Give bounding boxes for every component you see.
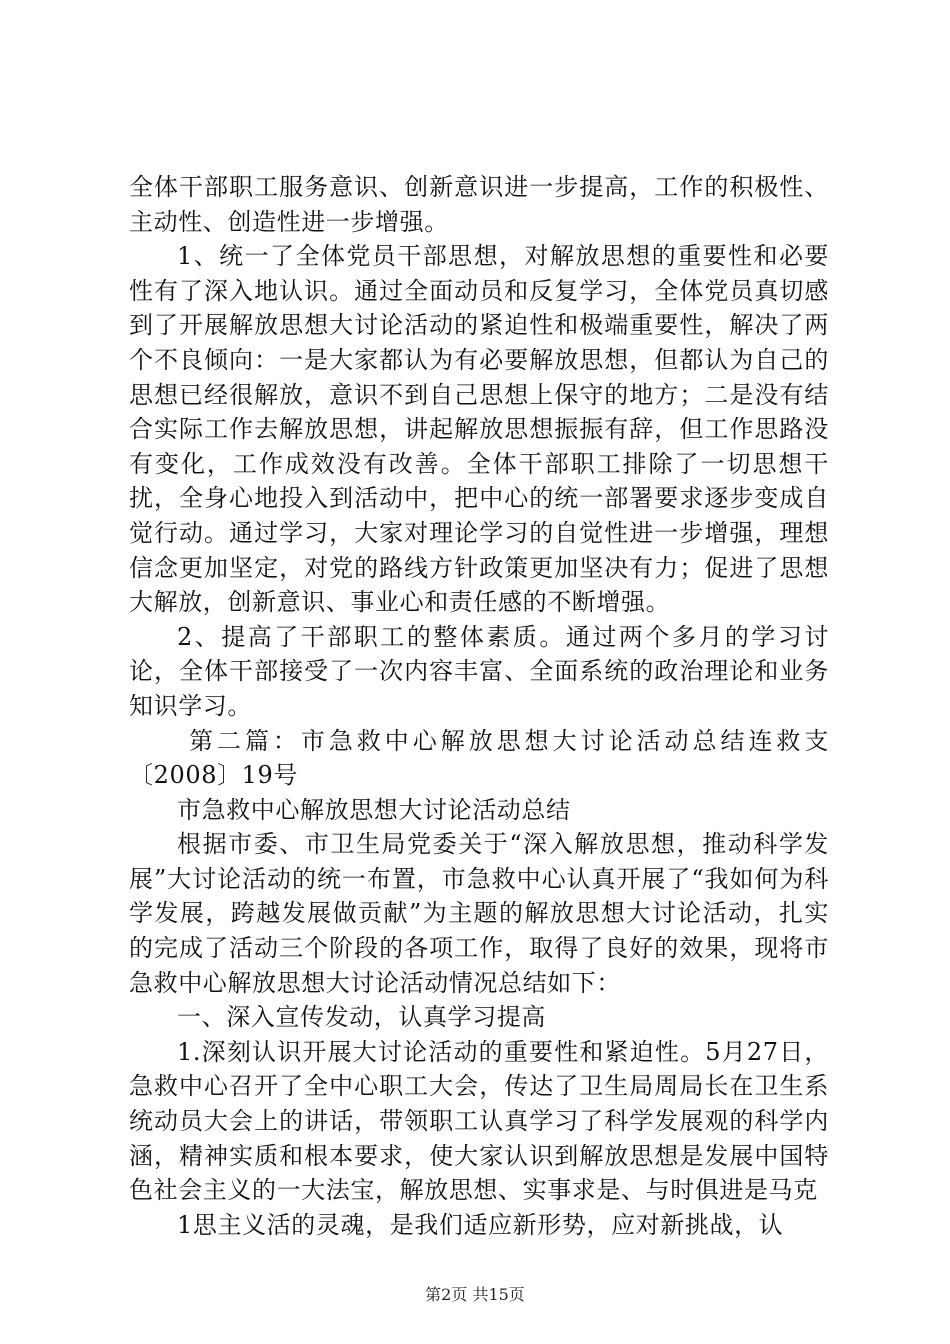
document-body [129, 170, 829, 1242]
section-heading-one: 一、深入宣传发动，认真学习提高 [177, 1003, 546, 1032]
page-footer: 第2页 共15页 [425, 1285, 525, 1304]
paragraph-item-1: 1.深刻认识开展大讨论活动的重要性和紧迫性。5月27日，急救中心召开了全中心职工大会，传达了卫生局周局长在卫生系统动员大会上的讲话，带领职工认真学习了科学发展观的科学内涵，精神实质和根本要求，使大家认识到解放思想是发展中国特色社会主义的一大法宝，解放思想、实事求是、与时俱进是马克 [129, 1037, 829, 1205]
paragraph-intro: 全体干部职工服务意识、创新意识进一步提高，工作的积极性、主动性、创造性进一步增强。 [129, 173, 829, 236]
section-heading-part-two: 第二篇：市急救中心解放思想大讨论活动总结连救支〔2008〕19号 [129, 726, 829, 790]
paragraph-point-2: 2、提高了干部职工的整体素质。通过两个多月的学习讨论，全体干部接受了一次内容丰富、全面系统的政治理论和业务知识学习。 [129, 622, 829, 720]
document-title: 市急救中心解放思想大讨论活动总结 [177, 795, 571, 824]
paragraph-background: 根据市委、市卫生局党委关于“深入解放思想，推动科学发展”大讨论活动的统一布置，市急救中心认真开展了“我如何为科学发展，跨越发展做贡献”为主题的解放思想大讨论活动，扎实的完成了活动三个阶段的各项工作，取得了良好的效果，现将市急救中心解放思想大讨论活动情况总结如下： [129, 830, 829, 997]
paragraph-point-1: 1、统一了全体党员干部思想，对解放思想的重要性和必要性有了深入地认识。通过全面动员和反复学习，全体党员真切感到了开展解放思想大讨论活动的紧迫性和极端重要性，解决了两个不良倾向：一是大家都认为有必要解放思想，但都认为自己的思想已经很解放，意识不到自己思想上保守的地方；二是没有结合实际工作去解放思想，讲起解放思想振振有辞，但工作思路没有变化，工作成效没有改善。全体干部职工排除了一切思想干扰，全身心地投入到活动中，把中心的统一部署要求逐步变成自觉行动。通过学习，大家对理论学习的自觉性进一步增强，理想信念更加坚定，对党的路线方针政策更加坚决有力；促进了思想大解放，创新意识、事业心和责任感的不断增强。 [129, 242, 829, 617]
paragraph-continuation: 1思主义活的灵魂，是我们适应新形势，应对新挑战，认 [177, 1210, 784, 1239]
